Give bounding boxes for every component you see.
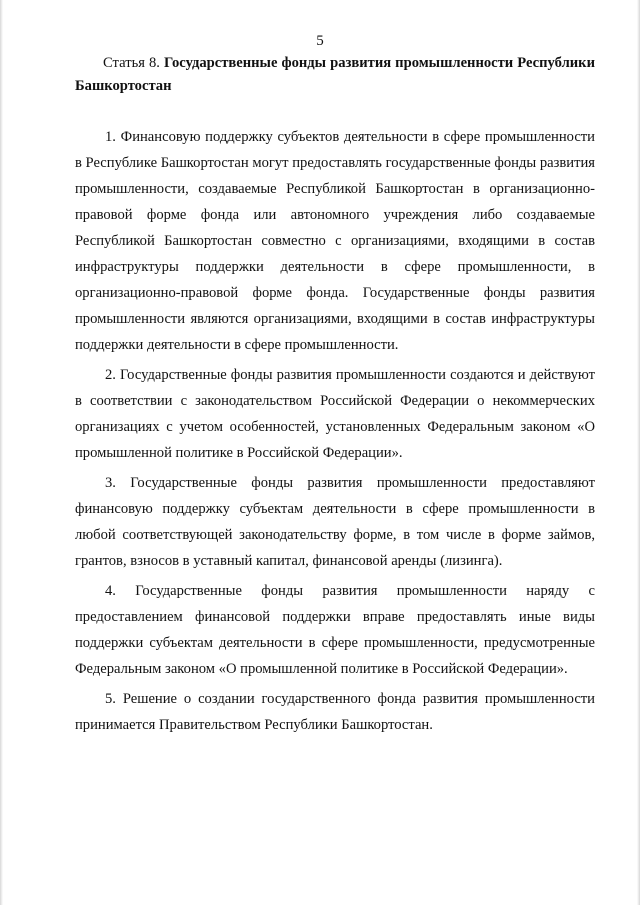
paragraph-5: 5. Решение о создании государственного фонда развития промышленности принимается Правительством Республики Башкортостан. [75, 691, 595, 733]
page-number: 5 [316, 33, 324, 49]
document-body [75, 52, 595, 738]
article-title: Государственные фонды развития промышленности Республики Башкортостан [75, 55, 595, 94]
paragraph-2: 2. Государственные фонды развития промышленности создаются и действуют в соответствии с законодательством Российской Федерации о некоммерческих организациях с учетом особенностей, установленных Федеральным законом «О промышленной политике в Российской Федерации». [75, 367, 595, 461]
page-edge-left [0, 0, 3, 905]
article-label: Статья 8. [103, 55, 160, 71]
paragraph-1: 1. Финансовую поддержку субъектов деятельности в сфере промышленности в Республике Башкортостан могут предоставлять государственные фонды развития промышленности, создаваемые Республикой Башкортостан в организационно-правовой форме фонда или автономного учреждения либо создаваемые Республикой Башкортостан совместно с организациями, входящими в состав инфраструктуры поддержки деятельности в сфере промышленности, в организационно-правовой форме фонда. Государственные фонды развития промышленности являются организациями, входящими в состав инфраструктуры поддержки деятельности в сфере промышленности. [75, 129, 595, 353]
paragraph-4: 4. Государственные фонды развития промышленности наряду с предоставлением финансовой поддержки вправе предоставлять иные виды поддержки субъектам деятельности в сфере промышленности, предусмотренные Федеральным законом «О промышленной политике в Российской Федерации». [75, 583, 595, 677]
paragraph-3: 3. Государственные фонды развития промышленности предоставляют финансовую поддержку субъектам деятельности в сфере промышленности в любой соответствующей законодательству форме, в том числе в форме займов, грантов, взносов в уставный капитал, финансовой аренды (лизинга). [75, 475, 595, 569]
article-heading [75, 52, 595, 98]
